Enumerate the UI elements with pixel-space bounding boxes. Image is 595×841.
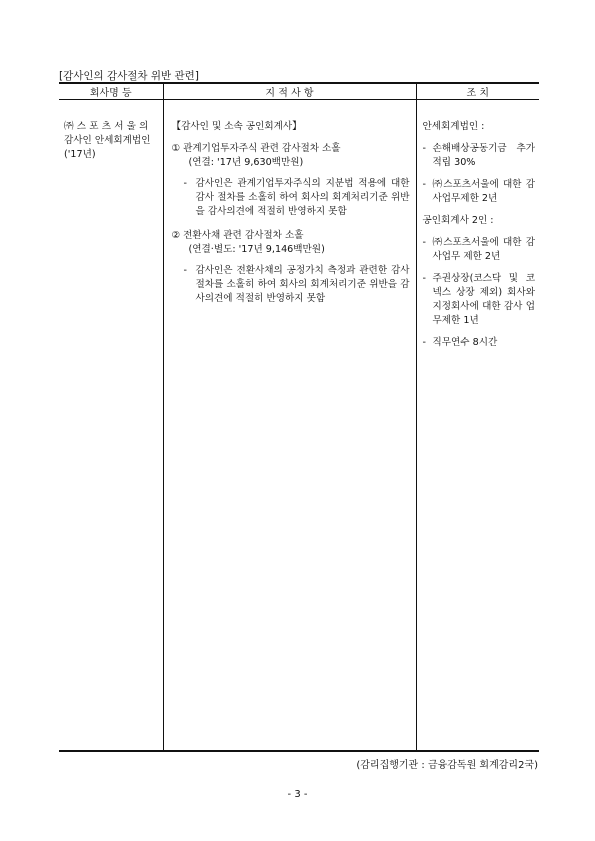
- finding-amount: (연결·별도: '17년 9,146백만원): [188, 244, 325, 255]
- company-line: ㈜스포츠서울의: [64, 121, 152, 132]
- dash-bullet: -: [183, 265, 187, 276]
- header-company: 회사명 등: [59, 83, 163, 100]
- dash-bullet: -: [422, 273, 426, 284]
- finding-detail-text: 감사인은 전환사채의 공정가치 측정과 관련한 감사 절차를 소홀히 하여 회사의 회계처리기준 위반을 감사의견에 적절히 반영하지 못함: [195, 265, 410, 304]
- finding-detail-text: 감사인은 관계기업투자주식의 지분법 적용에 대한 감사 절차를 소홀히 하여 회사의 회계처리기준 위반을 감사의견에 적절히 반영하지 못함: [195, 178, 410, 217]
- audit-agency-note: (감리집행기관 : 금융감독원 회계감리2국): [356, 760, 538, 771]
- sanction-table: [59, 82, 539, 752]
- finding-title: ① 관계기업투자주식 관련 감사절차 소홀: [171, 143, 341, 154]
- dash-bullet: -: [422, 237, 426, 248]
- dash-bullet: -: [183, 178, 187, 189]
- actions-cpa-heading: 공인회계사 2인 :: [422, 215, 494, 226]
- table-row: [59, 100, 539, 752]
- findings-title: 【감사인 및 소속 공인회계사】: [171, 121, 302, 132]
- finding-title: ② 전환사채 관련 감사절차 소홀: [171, 230, 304, 241]
- company-cell: [59, 100, 163, 752]
- action-text: ㈜스포츠서울에 대한 감사업무 제한 2년: [432, 237, 535, 262]
- action-item: [423, 142, 536, 170]
- action-item: [423, 272, 536, 328]
- action-item: [423, 336, 536, 350]
- header-findings: 지 적 사 항: [163, 83, 416, 100]
- action-text: ㈜스포츠서울에 대한 감사업무제한 2년: [432, 179, 535, 204]
- dash-bullet: -: [422, 179, 426, 190]
- finding-amount: (연결: '17년 9,630백만원): [188, 157, 304, 168]
- company-line: ('17년): [64, 149, 96, 160]
- section-label: [감사인의 감사절차 위반 관련]: [59, 70, 199, 82]
- action-text: 직무연수 8시간: [432, 337, 498, 348]
- company-line: 감사인 안세회계법인: [64, 135, 151, 146]
- finding-detail: [184, 264, 410, 306]
- findings-cell: [163, 100, 416, 752]
- finding-detail: [184, 177, 410, 219]
- header-actions: 조 치: [416, 83, 539, 100]
- actions-firm-heading: 안세회계법인 :: [422, 121, 485, 132]
- dash-bullet: -: [422, 337, 426, 348]
- action-item: [423, 178, 536, 206]
- actions-cell: [416, 100, 539, 752]
- page-number: - 3 -: [287, 789, 308, 800]
- action-item: [423, 236, 536, 264]
- action-text: 주권상장(코스닥 및 코넥스 상장 제외) 회사와 지정회사에 대한 감사 업무제한 1년: [432, 273, 535, 326]
- action-text: 손해배상공동기금 추가적립 30%: [432, 143, 535, 168]
- dash-bullet: -: [422, 143, 426, 154]
- table-header-row: [59, 83, 539, 100]
